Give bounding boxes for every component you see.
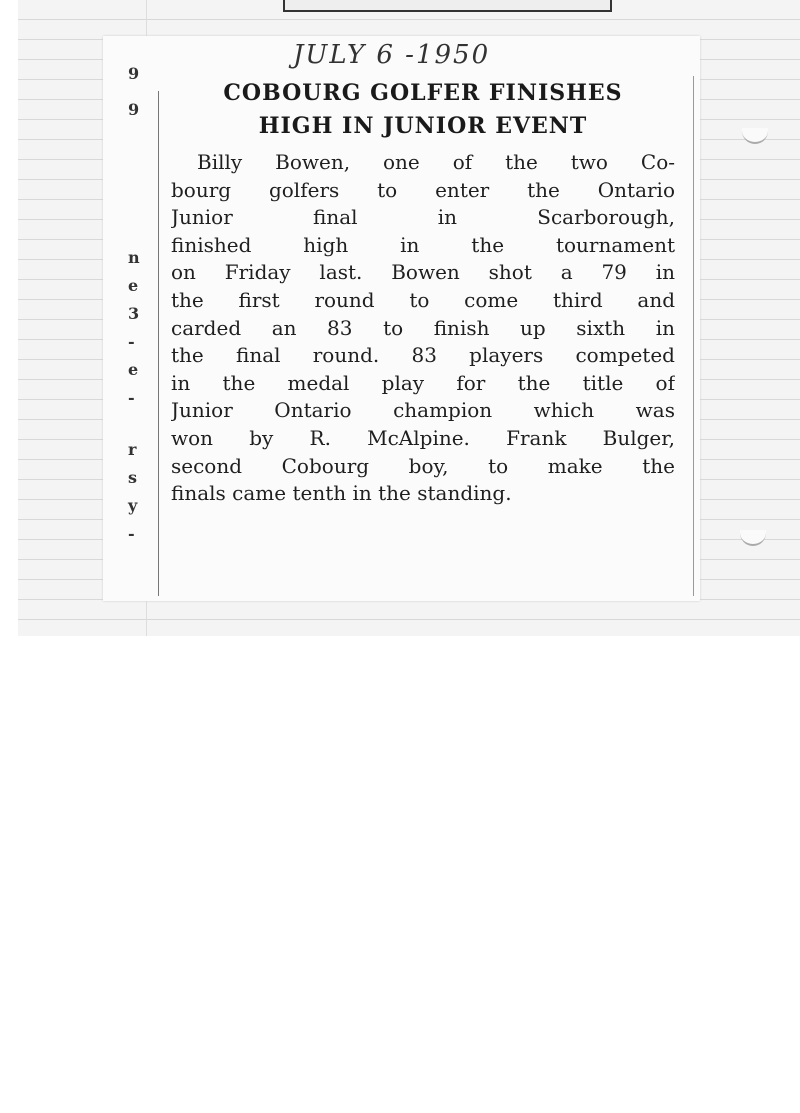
body-line: Junior Ontario champion which was <box>171 398 675 423</box>
column-fragment: - <box>128 388 135 407</box>
column-fragment: r <box>128 440 137 459</box>
newspaper-clipping <box>103 36 700 601</box>
column-fragment: e <box>128 276 139 295</box>
column-fragment: s <box>128 468 138 487</box>
column-fragment: e <box>128 360 139 379</box>
column-rule <box>693 76 694 596</box>
column-fragment: y <box>128 496 138 515</box>
body-line: carded an 83 to finish up sixth in <box>171 315 675 340</box>
column-fragment: - <box>128 524 135 543</box>
body-line: Billy Bowen, one of the two Co- <box>197 150 675 174</box>
headline-line-2: HIGH IN JUNIOR EVENT <box>258 113 588 139</box>
body-line: in the medal play for the title of <box>171 370 675 395</box>
body-line: second Cobourg boy, to make the <box>171 453 675 478</box>
body-line: Junior final in Scarborough, <box>171 205 675 230</box>
column-fragment: - <box>128 332 135 351</box>
body-line: bourg golfers to enter the Ontario <box>171 177 675 202</box>
column-rule <box>158 91 159 596</box>
column-fragment: n <box>128 248 140 267</box>
binder-clip-edge <box>283 0 612 12</box>
article-body <box>171 149 675 508</box>
body-line: won by R. McAlpine. Frank Bulger, <box>171 425 675 450</box>
body-line: the final round. 83 players competed <box>171 343 675 368</box>
handwritten-date: JULY 6 -1950 <box>293 40 491 70</box>
body-line: finished high in the tournament <box>171 232 675 257</box>
body-line: the first round to come third and <box>171 287 675 312</box>
headline-line-1: COBOURG GOLFER FINISHES <box>223 80 623 106</box>
column-fragment: 9 <box>128 64 140 83</box>
body-line: on Friday last. Bowen shot a 79 in <box>171 260 675 285</box>
body-line: finals came tenth in the standing. <box>171 481 512 506</box>
column-fragment: 3 <box>128 304 140 323</box>
column-fragment: 9 <box>128 100 140 119</box>
